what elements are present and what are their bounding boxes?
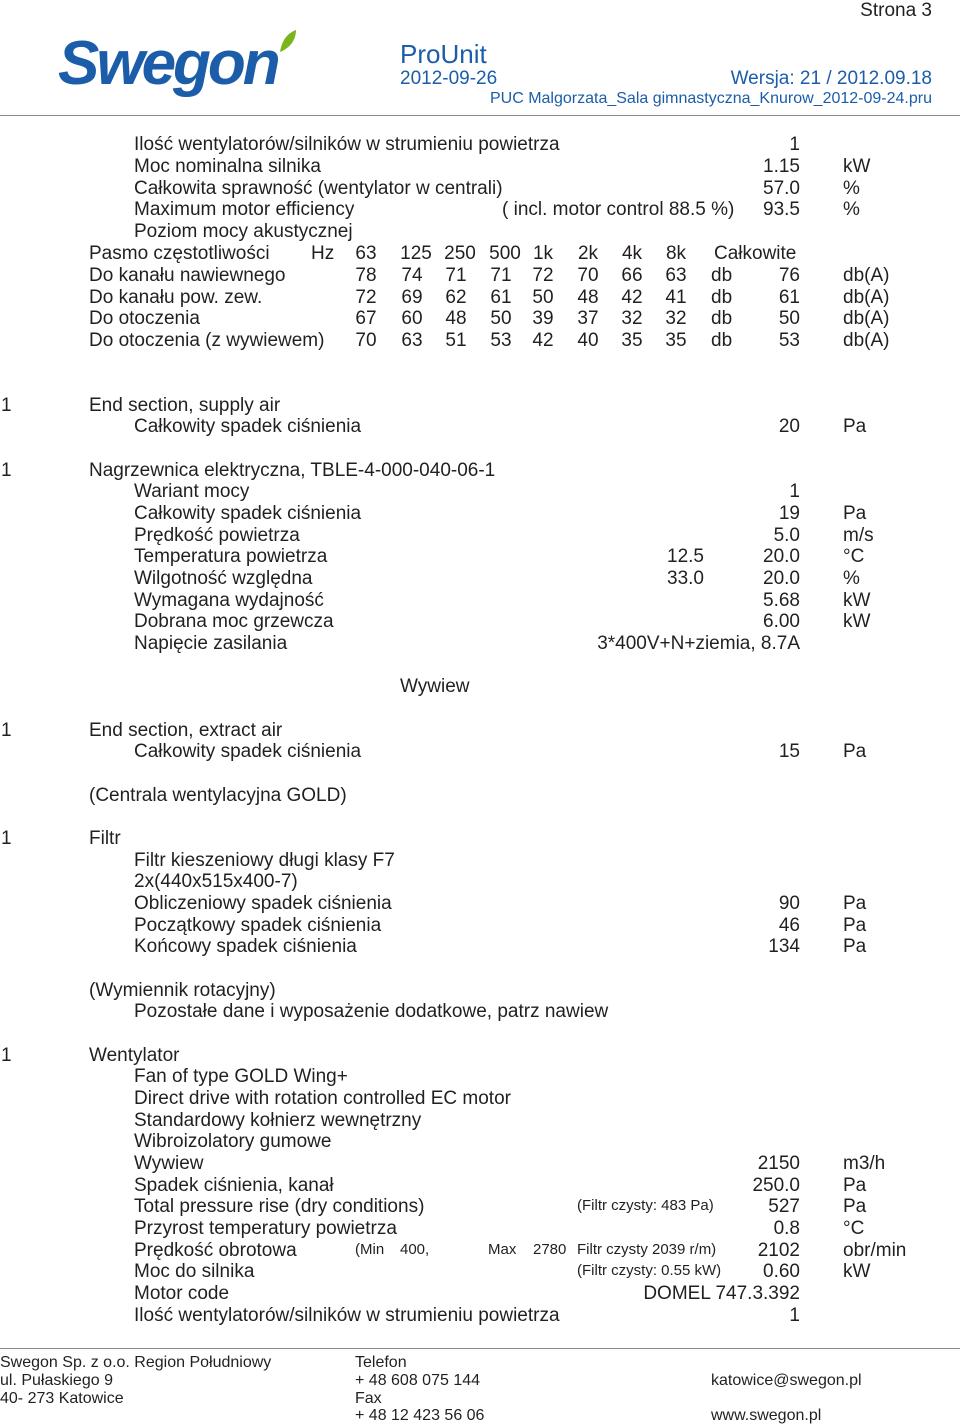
end-supply-pd-unit: Pa [843,416,867,437]
heater-voltage-value: 3*400V+N+ziemia, 8.7A [597,633,800,654]
sound-row-label: Do kanału pow. zew. [89,287,263,308]
sound-cell: 60 [401,308,423,329]
project-file: PUC Malgorzata_Sala gimnastyczna_Knurow_2012-09-24.pru [489,90,932,107]
swegon-logo [58,28,298,98]
heater-row-value: 6.00 [763,611,800,632]
sound-row-label: Do otoczenia (z wywiewem) [89,330,325,351]
sound-total: 53 [778,330,800,351]
fan-temp-rise-value: 0.8 [773,1218,800,1239]
sound-cell: 50 [532,287,554,308]
filter-row-value: 46 [778,915,800,936]
heater-row-value: 5.68 [763,590,800,611]
band-2k: 2k [577,243,599,264]
sound-cell: 32 [621,308,643,329]
rotary-text: Pozostałe dane i wyposażenie dodatkowe, patrz nawiew [134,1001,609,1022]
footer-street: ul. Pułaskiego 9 [0,1372,113,1389]
sound-cell: 48 [445,308,467,329]
sound-cell: 35 [665,330,687,351]
sound-cell: 62 [445,287,467,308]
fan-total-rise-value: 527 [768,1196,800,1217]
sound-cell: 51 [445,330,467,351]
heater-row-value: 5.0 [773,525,800,546]
sound-cell: 42 [621,287,643,308]
sound-row-label: Do otoczenia [89,308,200,329]
sound-cell: 37 [577,308,599,329]
fan-speed-unit: obr/min [843,1240,907,1261]
fans-count-label: Ilość wentylatorów/silników w strumieniu powietrza [134,134,560,155]
sound-db: db [711,330,733,351]
band-1k: 1k [532,243,554,264]
fan-desc: Fan of type GOLD Wing+ [134,1066,348,1087]
sound-cell: 39 [532,308,554,329]
band-125: 125 [400,243,432,264]
fan-title: Wentylator [89,1045,180,1066]
sound-unit: db(A) [843,265,890,286]
fan-motor-power-value: 0.60 [763,1261,800,1282]
sound-row-label: Do kanału nawiewnego [89,265,286,286]
motor-power-value: 1.15 [763,156,800,177]
fan-qty: 1 [1,1045,12,1066]
sound-total: 76 [778,265,800,286]
heater-row-v1: 12.5 [667,546,704,567]
filter-row-label: Obliczeniowy spadek ciśnienia [134,893,392,914]
max-eff-value: 93.5 [763,199,800,220]
sound-cell: 69 [401,287,423,308]
fan-speed-min-value: 400, [400,1241,430,1258]
end-extract-pd-label: Całkowity spadek ciśnienia [134,741,362,762]
filter-row-unit: Pa [843,893,867,914]
sound-cell: 53 [490,330,512,351]
fan-motor-code-value: DOMEL 747.3.392 [643,1283,800,1304]
sound-cell: 72 [355,287,377,308]
fan-count-value: 1 [789,1305,800,1326]
motor-power-unit: kW [843,156,871,177]
fan-flow-label: Wywiew [134,1153,204,1174]
fan-speed-max-value: 2780 [533,1241,567,1258]
footer-web[interactable]: www.swegon.pl [711,1407,822,1424]
sound-db: db [711,265,733,286]
sound-cell: 71 [490,265,512,286]
footer-phone: + 48 608 075 144 [355,1372,481,1389]
end-supply-title: End section, supply air [89,395,281,416]
fan-count-label: Ilość wentylatorów/silników w strumieniu powietrza [134,1305,560,1326]
footer-phone-label: Telefon [355,1354,407,1371]
band-8k: 8k [665,243,687,264]
heater-row-label: Prędkość powietrza [134,525,300,546]
sound-db: db [711,308,733,329]
heater-row-label: Całkowity spadek ciśnienia [134,503,362,524]
sound-cell: 70 [355,330,377,351]
sound-cell: 40 [577,330,599,351]
sound-title: Poziom mocy akustycznej [134,221,353,242]
filter-row-unit: Pa [843,915,867,936]
sound-unit: db(A) [843,287,890,308]
fan-total-rise-label: Total pressure rise (dry conditions) [134,1196,425,1217]
fan-desc: Direct drive with rotation controlled EC motor [134,1088,511,1109]
heater-row-label: Dobrana moc grzewcza [134,611,334,632]
end-supply-pd-label: Całkowity spadek ciśnienia [134,416,362,437]
efficiency-value: 57.0 [763,178,800,199]
heater-row-value: 20.0 [763,568,800,589]
sound-unit: db(A) [843,330,890,351]
heater-row-unit: °C [843,546,865,567]
footer-fax: + 48 12 423 56 06 [355,1407,485,1424]
filter-desc-2: 2x(440x515x400-7) [134,871,298,892]
sound-cell: 78 [355,265,377,286]
heater-row-unit: m/s [843,525,874,546]
fan-temp-rise-label: Przyrost temperatury powietrza [134,1218,397,1239]
fan-duct-pd-value: 250.0 [752,1175,800,1196]
band-500: 500 [489,243,521,264]
efficiency-label: Całkowita sprawność (wentylator w centrali) [134,178,503,199]
fan-speed-note: Filtr czysty 2039 r/m) [577,1241,717,1258]
fan-speed-min-label: (Min [355,1241,385,1258]
fan-speed-max-label: Max [488,1241,517,1258]
fan-temp-rise-unit: °C [843,1218,865,1239]
sound-total: 50 [778,308,800,329]
sound-header-hz: Hz [311,243,335,264]
sound-cell: 66 [621,265,643,286]
sound-cell: 63 [401,330,423,351]
filter-row-value: 90 [778,893,800,914]
sound-cell: 74 [401,265,423,286]
max-eff-unit: % [843,199,860,220]
sound-cell: 61 [490,287,512,308]
heater-row-label: Wilgotność względna [134,568,313,589]
unit-note: (Centrala wentylacyjna GOLD) [89,785,347,806]
fan-motor-power-unit: kW [843,1261,871,1282]
sound-header-total: Całkowite [714,243,797,264]
sound-cell: 63 [665,265,687,286]
band-250: 250 [444,243,476,264]
end-extract-qty: 1 [1,720,12,741]
fan-duct-pd-label: Spadek ciśnienia, kanał [134,1175,334,1196]
footer-city: 40- 273 Katowice [0,1390,124,1407]
heater-voltage-label: Napięcie zasilania [134,633,288,654]
report-date: 2012-09-26 [400,68,498,89]
filter-row-label: Początkowy spadek ciśnienia [134,915,382,936]
filter-row-label: Końcowy spadek ciśnienia [134,936,357,957]
sound-cell: 41 [665,287,687,308]
heater-title: Nagrzewnica elektryczna, TBLE-4-000-040-06-1 [89,460,496,481]
filter-qty: 1 [1,828,12,849]
fan-motor-power-label: Moc do silnika [134,1261,255,1282]
max-eff-note: ( incl. motor control 88.5 %) [502,199,735,220]
page-number: Strona 3 [860,0,932,21]
heater-row-label: Wariant mocy [134,481,250,502]
product-name: ProUnit [400,39,487,69]
heater-qty: 1 [1,460,12,481]
heater-row-value: 20.0 [763,546,800,567]
motor-power-label: Moc nominalna silnika [134,156,321,177]
sound-unit: db(A) [843,308,890,329]
svg-text:Swegon: Swegon [58,29,278,98]
sound-header-label: Pasmo częstotliwości [89,243,270,264]
fan-desc: Wibroizolatory gumowe [134,1131,332,1152]
end-extract-title: End section, extract air [89,720,283,741]
band-4k: 4k [621,243,643,264]
version: Wersja: 21 / 2012.09.18 [730,68,932,89]
fan-total-rise-unit: Pa [843,1196,867,1217]
footer-email[interactable]: katowice@swegon.pl [711,1372,862,1389]
rotary-title: (Wymiennik rotacyjny) [89,980,276,1001]
sound-cell: 32 [665,308,687,329]
heater-row-value: 1 [789,481,800,502]
end-supply-qty: 1 [1,395,12,416]
heater-row-unit: % [843,568,860,589]
end-extract-pd-value: 15 [778,741,800,762]
fan-total-rise-note: (Filtr czysty: 483 Pa) [577,1197,714,1214]
heater-row-unit: kW [843,590,871,611]
sound-cell: 71 [445,265,467,286]
sound-cell: 72 [532,265,554,286]
heater-row-unit: Pa [843,503,867,524]
sound-cell: 48 [577,287,599,308]
end-extract-pd-unit: Pa [843,741,867,762]
leaf-icon [280,30,296,52]
footer-company: Swegon Sp. z o.o. Region Południowy [0,1354,272,1371]
footer-divider [0,1348,960,1349]
sound-db: db [711,287,733,308]
fan-speed-value: 2102 [757,1240,800,1261]
heater-row-label: Wymagana wydajność [134,590,324,611]
header-divider [0,115,960,116]
fan-speed-label: Prędkość obrotowa [134,1240,297,1261]
filter-row-value: 134 [768,936,800,957]
fan-motor-code-label: Motor code [134,1283,230,1304]
efficiency-unit: % [843,178,860,199]
fan-desc: Standardowy kołnierz wewnętrzny [134,1110,422,1131]
sound-cell: 42 [532,330,554,351]
fans-count-value: 1 [789,134,800,155]
sound-cell: 67 [355,308,377,329]
sound-total: 61 [778,287,800,308]
sound-cell: 35 [621,330,643,351]
extract-heading: Wywiew [400,676,470,697]
filter-title: Filtr [89,828,121,849]
fan-flow-unit: m3/h [843,1153,886,1174]
band-63: 63 [355,243,377,264]
heater-row-value: 19 [778,503,800,524]
max-eff-label: Maximum motor efficiency [134,199,355,220]
sound-cell: 50 [490,308,512,329]
end-supply-pd-value: 20 [778,416,800,437]
fan-motor-power-note: (Filtr czysty: 0.55 kW) [577,1262,722,1279]
heater-row-label: Temperatura powietrza [134,546,328,567]
sound-cell: 70 [577,265,599,286]
filter-desc-1: Filtr kieszeniowy długi klasy F7 [134,850,395,871]
heater-row-unit: kW [843,611,871,632]
fan-duct-pd-unit: Pa [843,1175,867,1196]
heater-row-v1: 33.0 [667,568,704,589]
footer-fax-label: Fax [355,1390,382,1407]
filter-row-unit: Pa [843,936,867,957]
fan-flow-value: 2150 [757,1153,800,1174]
